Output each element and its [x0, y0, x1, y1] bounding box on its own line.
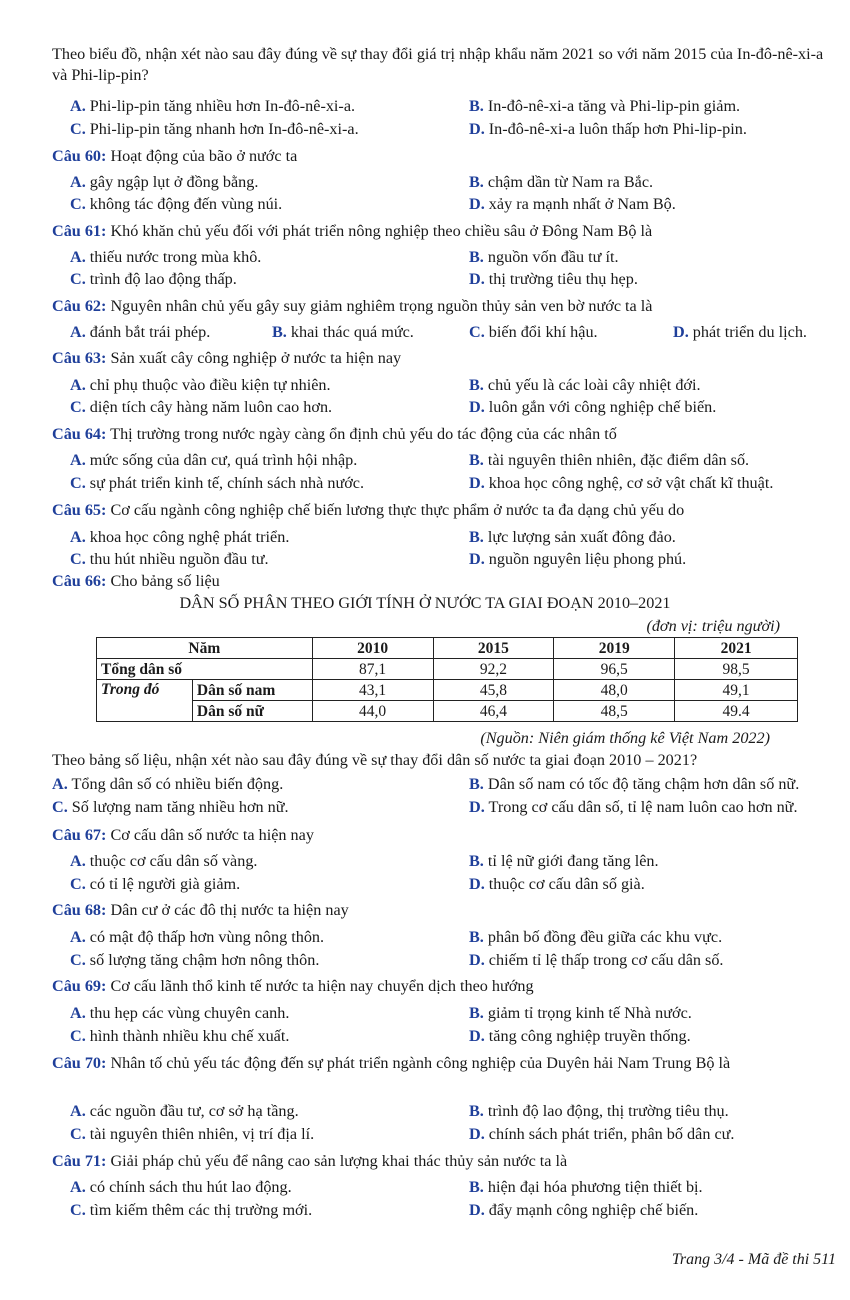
q64-option-b: B. tài nguyên thiên nhiên, đặc điểm dân số. [469, 451, 750, 469]
q65-option-a: A. khoa học công nghệ phát triển. [70, 528, 290, 546]
header-2015: 2015 [433, 638, 554, 659]
table-unit: (đơn vị: triệu người) [646, 617, 780, 635]
q66-option-b: B. Dân số nam có tốc độ tăng chậm hơn dân số nữ. [469, 775, 800, 793]
q64-option-a: A. mức sống của dân cư, quá trình hội nhập. [70, 451, 358, 469]
q60-option-c: C. không tác động đến vùng núi. [70, 195, 283, 213]
q70-option-b: B. trình độ lao động, thị trường tiêu thụ. [469, 1102, 729, 1120]
q68-option-c: C. số lượng tăng chậm hơn nông thôn. [70, 951, 320, 969]
q65-stem: Câu 65: Cơ cấu ngành công nghiệp chế biến lương thực thực phẩm ở nước ta đa dạng chủ yếu do [52, 501, 685, 519]
q63-option-a: A. chỉ phụ thuộc vào điều kiện tự nhiên. [70, 376, 331, 394]
row-label-female: Dân số nữ [192, 701, 312, 722]
q61-stem: Câu 61: Khó khăn chủ yếu đối với phát triển nông nghiệp theo chiều sâu ở Đông Nam Bộ là [52, 222, 653, 240]
table-row [97, 680, 798, 701]
q61-option-a: A. thiếu nước trong mùa khô. [70, 248, 262, 266]
cell-male-2021: 49,1 [675, 680, 798, 701]
q71-option-c: C. tìm kiếm thêm các thị trường mới. [70, 1201, 313, 1219]
q64-stem: Câu 64: Thị trường trong nước ngày càng ổn định chủ yếu do tác động của các nhân tố [52, 425, 617, 443]
q63-option-d: D. luôn gắn với công nghiệp chế biến. [469, 398, 717, 416]
q60-stem: Câu 60: Hoạt động của bão ở nước ta [52, 147, 298, 165]
cell-total-2021: 98,5 [675, 659, 798, 680]
q59-option-c: C. Phi-lip-pin tăng nhanh hơn In-đô-nê-xi-a. [70, 120, 359, 138]
cell-female-2010: 44,0 [312, 701, 433, 722]
header-2010: 2010 [312, 638, 433, 659]
q66-question: Theo bảng số liệu, nhận xét nào sau đây đúng về sự thay đổi dân số nước ta giai đoạn 2010 – 2021? [52, 751, 698, 769]
q70-option-a: A. các nguồn đầu tư, cơ sở hạ tầng. [70, 1102, 299, 1120]
q70-stem: Câu 70: Nhân tố chủ yếu tác động đến sự phát triển ngành công nghiệp của Duyên hải Nam Trung Bộ là [52, 1054, 731, 1072]
cell-male-2015: 45,8 [433, 680, 554, 701]
table-title: DÂN SỐ PHÂN THEO GIỚI TÍNH Ở NƯỚC TA GIAI ĐOẠN 2010–2021 [179, 594, 671, 612]
population-table [96, 637, 798, 722]
q66-option-a: A. Tổng dân số có nhiều biến động. [52, 775, 284, 793]
q69-option-a: A. thu hẹp các vùng chuyên canh. [70, 1004, 290, 1022]
q71-stem: Câu 71: Giải pháp chủ yếu để nâng cao sản lượng khai thác thủy sản nước ta là [52, 1152, 568, 1170]
cell-male-2010: 43,1 [312, 680, 433, 701]
q62-stem: Câu 62: Nguyên nhân chủ yếu gây suy giảm nghiêm trọng nguồn thủy sản ven bờ nước ta là [52, 297, 653, 315]
header-year: Năm [97, 638, 313, 659]
q63-stem: Câu 63: Sản xuất cây công nghiệp ở nước ta hiện nay [52, 349, 402, 367]
q68-option-b: B. phân bố đồng đều giữa các khu vực. [469, 928, 723, 946]
q59-option-b: B. In-đô-nê-xi-a tăng và Phi-lip-pin giảm. [469, 97, 741, 115]
q64-option-d: D. khoa học công nghệ, cơ sở vật chất kĩ thuật. [469, 474, 774, 492]
q67-option-b: B. tỉ lệ nữ giới đang tăng lên. [469, 852, 659, 870]
q59-option-a: A. Phi-lip-pin tăng nhiều hơn In-đô-nê-xi-a. [70, 97, 356, 115]
q63-option-c: C. diện tích cây hàng năm luôn cao hơn. [70, 398, 333, 416]
row-label-male: Dân số nam [192, 680, 312, 701]
cell-total-2010: 87,1 [312, 659, 433, 680]
q70-option-c: C. tài nguyên thiên nhiên, vị trí địa lí. [70, 1125, 315, 1143]
q65-option-d: D. nguồn nguyên liệu phong phú. [469, 550, 687, 568]
cell-female-2015: 46,4 [433, 701, 554, 722]
q66-stem: Câu 66: Cho bảng số liệu [52, 572, 220, 590]
q61-option-c: C. trình độ lao động thấp. [70, 270, 237, 288]
cell-total-2015: 92,2 [433, 659, 554, 680]
q69-option-d: D. tăng công nghiệp truyền thống. [469, 1027, 691, 1045]
q69-stem: Câu 69: Cơ cấu lãnh thổ kinh tế nước ta hiện nay chuyển dịch theo hướng [52, 977, 534, 995]
q71-option-b: B. hiện đại hóa phương tiện thiết bị. [469, 1178, 703, 1196]
q59-option-d: D. In-đô-nê-xi-a luôn thấp hơn Phi-lip-pin. [469, 120, 747, 138]
q68-option-a: A. có mật độ thấp hơn vùng nông thôn. [70, 928, 325, 946]
q60-option-b: B. chậm dần từ Nam ra Bắc. [469, 173, 654, 191]
q62-option-d: D. phát triển du lịch. [673, 323, 807, 341]
cell-female-2019: 48,5 [554, 701, 675, 722]
q65-option-b: B. lực lượng sản xuất đông đảo. [469, 528, 676, 546]
q71-option-a: A. có chính sách thu hút lao động. [70, 1178, 292, 1196]
row-label-in-which: Trong đó [97, 680, 193, 722]
q61-option-d: D. thị trường tiêu thụ hẹp. [469, 270, 638, 288]
header-2021: 2021 [675, 638, 798, 659]
q66-option-c: C. Số lượng nam tăng nhiều hơn nữ. [52, 798, 289, 816]
q71-option-d: D. đẩy mạnh công nghiệp chế biến. [469, 1201, 699, 1219]
q67-stem: Câu 67: Cơ cấu dân số nước ta hiện nay [52, 826, 314, 844]
table-header-row [97, 638, 798, 659]
cell-female-2021: 49.4 [675, 701, 798, 722]
cell-male-2019: 48,0 [554, 680, 675, 701]
q70-option-d: D. chính sách phát triển, phân bố dân cư. [469, 1125, 735, 1143]
q68-option-d: D. chiếm tỉ lệ thấp trong cơ cấu dân số. [469, 951, 724, 969]
q63-option-b: B. chủ yếu là các loài cây nhiệt đới. [469, 376, 701, 394]
q68-stem: Câu 68: Dân cư ở các đô thị nước ta hiện nay [52, 901, 349, 919]
table-source: (Nguồn: Niên giám thống kê Việt Nam 2022) [480, 729, 770, 747]
q66-option-d: D. Trong cơ cấu dân số, tỉ lệ nam luôn cao hơn nữ. [469, 798, 798, 816]
q67-option-a: A. thuộc cơ cấu dân số vàng. [70, 852, 258, 870]
q67-option-d: D. thuộc cơ cấu dân số già. [469, 875, 645, 893]
q69-option-c: C. hình thành nhiều khu chế xuất. [70, 1027, 290, 1045]
cell-total-2019: 96,5 [554, 659, 675, 680]
q69-option-b: B. giảm tỉ trọng kinh tế Nhà nước. [469, 1004, 692, 1022]
q60-option-a: A. gây ngập lụt ở đồng bằng. [70, 173, 259, 191]
q62-option-b: B. khai thác quá mức. [272, 323, 414, 341]
q64-option-c: C. sự phát triển kinh tế, chính sách nhà nước. [70, 474, 365, 492]
q62-option-a: A. đánh bắt trái phép. [70, 323, 211, 341]
header-2019: 2019 [554, 638, 675, 659]
q67-option-c: C. có tỉ lệ người già giảm. [70, 875, 241, 893]
page-footer: Trang 3/4 - Mã đề thi 511 [671, 1251, 836, 1268]
row-label-total: Tổng dân số [97, 659, 313, 680]
q60-option-d: D. xảy ra mạnh nhất ở Nam Bộ. [469, 195, 676, 213]
table-row [97, 701, 798, 722]
q59-stem: Theo biểu đồ, nhận xét nào sau đây đúng về sự thay đổi giá trị nhập khẩu năm 2021 so với năm 2015 của In-đô-nê-xi-a và Phi-lip-pin? [52, 45, 824, 85]
q62-option-c: C. biến đổi khí hậu. [469, 323, 598, 341]
q61-option-b: B. nguồn vốn đầu tư ít. [469, 248, 619, 266]
q65-option-c: C. thu hút nhiều nguồn đầu tư. [70, 550, 269, 568]
table-row [97, 659, 798, 680]
